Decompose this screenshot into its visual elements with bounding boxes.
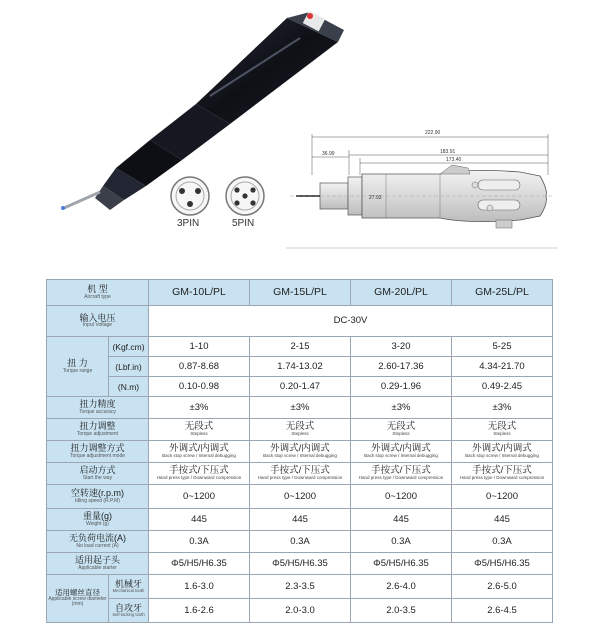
table-row-speed xyxy=(47,485,553,509)
table-cell: 0.20-1.47 xyxy=(279,380,321,392)
table-row-screw-self-tapping xyxy=(47,599,553,623)
screw-type-label: 机械牙 xyxy=(114,578,142,589)
starter-label-en: Applicable starter xyxy=(78,564,117,571)
table-cell: ±3% xyxy=(492,401,512,413)
table-cell-sub: Hand press type / Downward compression xyxy=(459,475,545,481)
table-cell: 2.60-17.36 xyxy=(378,360,424,372)
table-cell: 445 xyxy=(292,513,308,525)
table-cell: 445 xyxy=(191,513,207,525)
torque-unit: (N.m) xyxy=(117,382,140,393)
table-cell-sub: Hand press type / Downward compression xyxy=(156,475,242,481)
model-cell: GM-20L/PL xyxy=(374,285,428,298)
table-cell: 0~1200 xyxy=(486,490,518,502)
torque-label: 扭 力 xyxy=(67,358,88,369)
table-cell: 3-20 xyxy=(391,340,411,352)
starter-label: 适用起子头 xyxy=(74,555,120,566)
table-cell: 0.3A xyxy=(189,535,209,547)
table-cell: 5-25 xyxy=(492,340,512,352)
table-cell: 2-15 xyxy=(290,340,310,352)
voltage-label: 输入电压 xyxy=(79,312,116,323)
spec-table xyxy=(46,279,553,623)
table-cell: 外调式/内调式 xyxy=(270,443,330,455)
table-row-starter xyxy=(47,553,553,575)
table-row-torque-kgf xyxy=(47,337,553,357)
screw-type-label-en: Mechanical tooth xyxy=(112,588,145,594)
table-cell-sub: Back stop screw / Internal debugging xyxy=(162,453,236,459)
table-cell: 外调式/内调式 xyxy=(169,443,229,455)
dim-27-93: 27.93 xyxy=(369,195,382,201)
table-cell: 4.34-21.70 xyxy=(479,360,525,372)
table-cell: 1.74-13.02 xyxy=(277,360,323,372)
table-cell-sub: Hand press type / Downward compression xyxy=(257,475,343,481)
adjust-mode-label: 扭力调整方式 xyxy=(70,443,125,454)
screw-label: 适用螺丝直径 xyxy=(55,588,100,598)
table-cell-sub: Stepless xyxy=(493,431,511,437)
table-cell: ±3% xyxy=(189,401,209,413)
table-cell-sub: Stepless xyxy=(291,431,309,437)
table-cell: 0.49-2.45 xyxy=(481,380,523,392)
table-row-voltage xyxy=(47,306,553,337)
table-row-adjust-mode xyxy=(47,441,553,463)
table-cell-sub: Back stop screw / Internal debugging xyxy=(465,453,539,459)
table-cell: 2.6-4.5 xyxy=(487,604,517,616)
table-cell: Φ5/H5/H6.35 xyxy=(474,557,530,569)
dimension-labels xyxy=(0,0,600,262)
table-cell: 2.6-5.0 xyxy=(487,580,517,592)
screw-unit: (mm) xyxy=(71,601,84,608)
dim-173-40: 173.40 xyxy=(446,157,462,163)
no-load-label: 无负荷电流(A) xyxy=(69,533,126,544)
table-cell: 0.3A xyxy=(492,535,512,547)
adjustment-label: 扭力调整 xyxy=(79,421,116,432)
table-cell: 445 xyxy=(494,513,510,525)
table-cell: 0~1200 xyxy=(385,490,417,502)
table-cell: 无段式 xyxy=(184,421,214,433)
adjust-mode-label-en: Torque adjustment mode xyxy=(69,452,126,459)
screw-label-en: Applicable screw diameter xyxy=(48,596,107,603)
accuracy-label-en: Torque accuracy xyxy=(79,408,116,415)
weight-label: 重量(g) xyxy=(83,511,112,522)
table-cell-sub: Hand press type / Downward compression xyxy=(358,475,444,481)
model-label-en: Aircraft type xyxy=(84,293,111,300)
model-label-cell xyxy=(47,280,149,306)
table-cell-sub: Back stop screw / Internal debugging xyxy=(364,453,438,459)
accuracy-label: 扭力精度 xyxy=(79,399,116,410)
table-row-no-load xyxy=(47,531,553,553)
model-cell: GM-25L/PL xyxy=(475,285,529,298)
model-label: 机 型 xyxy=(87,284,108,295)
table-cell: 外调式/内调式 xyxy=(371,443,431,455)
table-cell: 手按式/下压式 xyxy=(169,465,229,477)
table-cell: 手按式/下压式 xyxy=(472,465,532,477)
model-cell: GM-15L/PL xyxy=(273,285,327,298)
table-cell: 无段式 xyxy=(386,421,416,433)
speed-label-en: Idling speed (R.P.M) xyxy=(75,497,120,504)
table-row-weight xyxy=(47,509,553,531)
table-cell: 2.6-4.0 xyxy=(386,580,416,592)
table-cell: 0.3A xyxy=(290,535,310,547)
product-photo-area xyxy=(0,0,600,262)
table-cell: 1.6-3.0 xyxy=(184,580,214,592)
table-cell: 无段式 xyxy=(285,421,315,433)
voltage-label-en: Input Voltage xyxy=(82,322,113,329)
table-row-accuracy xyxy=(47,397,553,419)
screw-type-label: 自攻牙 xyxy=(114,602,142,613)
torque-label-en: Torque range xyxy=(62,367,93,374)
speed-label: 空转速(r.p.m) xyxy=(71,488,124,499)
dim-183-91: 183.91 xyxy=(440,149,456,155)
table-cell: 0~1200 xyxy=(284,490,316,502)
table-row-torque-nm xyxy=(47,377,553,397)
weight-label-en: Weight (g) xyxy=(86,520,109,527)
table-row-start xyxy=(47,463,553,485)
voltage-value: DC-30V xyxy=(333,315,368,327)
screw-type-label-en: Self-tacking tooth xyxy=(112,612,145,618)
table-cell: Φ5/H5/H6.35 xyxy=(373,557,429,569)
table-cell-sub: Stepless xyxy=(392,431,410,437)
torque-unit: (Lbf.in) xyxy=(115,362,142,373)
adjustment-label-en: Torque adjustment xyxy=(76,430,119,437)
table-cell: ±3% xyxy=(290,401,310,413)
table-row-model xyxy=(47,280,553,306)
table-cell: 2.3-3.5 xyxy=(285,580,315,592)
start-label-en: Start the way xyxy=(82,474,113,481)
table-cell: 445 xyxy=(393,513,409,525)
model-cell: GM-10L/PL xyxy=(172,285,226,298)
pin-label-3pin: 3PIN xyxy=(177,218,200,229)
table-cell: 2.0-3.0 xyxy=(285,604,315,616)
table-cell: 手按式/下压式 xyxy=(270,465,330,477)
table-cell: Φ5/H5/H6.35 xyxy=(171,557,227,569)
table-cell: ±3% xyxy=(391,401,411,413)
table-row-screw-mechanical xyxy=(47,575,553,599)
table-cell: 0.29-1.96 xyxy=(380,380,422,392)
torque-unit: (Kgf.cm) xyxy=(112,342,145,353)
table-cell-sub: Stepless xyxy=(190,431,208,437)
start-label: 启动方式 xyxy=(79,465,116,476)
table-cell: Φ5/H5/H6.35 xyxy=(272,557,328,569)
table-cell: 1-10 xyxy=(189,340,209,352)
dim-36-99: 36.99 xyxy=(322,151,335,157)
table-cell: 0.10-0.98 xyxy=(178,380,220,392)
table-cell: 无段式 xyxy=(487,421,517,433)
table-cell: 1.6-2.6 xyxy=(184,604,214,616)
table-cell: 手按式/下压式 xyxy=(371,465,431,477)
table-cell: 0~1200 xyxy=(183,490,215,502)
dim-222-90: 222.90 xyxy=(425,130,441,136)
table-cell: 0.87-8.68 xyxy=(178,360,220,372)
table-row-adjustment xyxy=(47,419,553,441)
pin-label-5pin: 5PIN xyxy=(232,218,255,229)
table-row-torque-lbf xyxy=(47,357,553,377)
no-load-label-en: No load current (A) xyxy=(76,542,119,549)
table-cell-sub: Back stop screw / Internal debugging xyxy=(263,453,337,459)
table-cell: 2.0-3.5 xyxy=(386,604,416,616)
table-cell: 0.3A xyxy=(391,535,411,547)
table-cell: 外调式/内调式 xyxy=(472,443,532,455)
